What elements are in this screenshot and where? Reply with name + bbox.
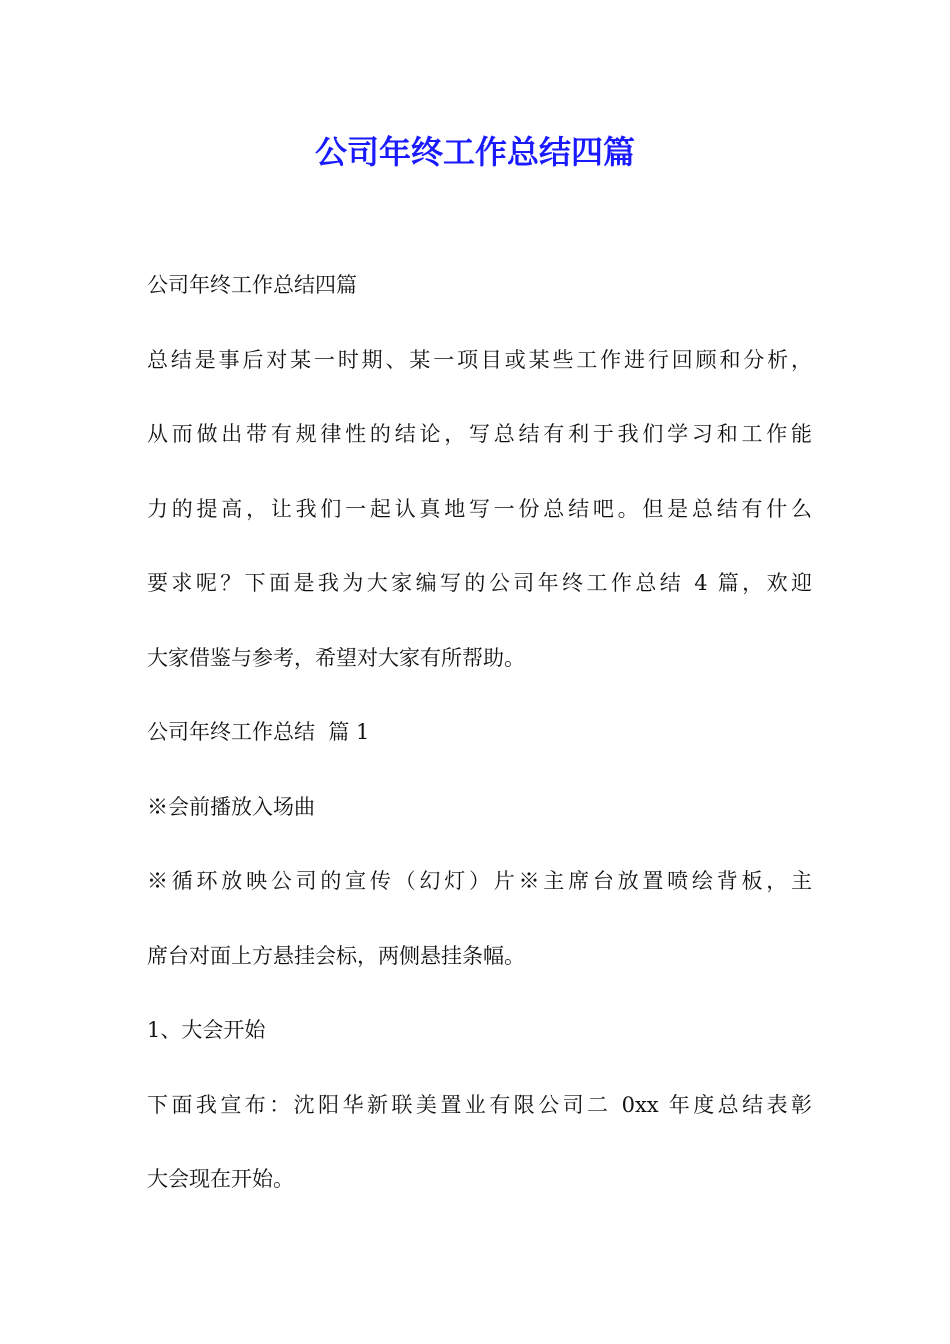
paragraph-line: 大家借鉴与参考，希望对大家有所帮助。 (147, 645, 525, 670)
paragraph-line: 大会现在开始。 (147, 1167, 294, 1191)
paragraph-line: 1、大会开始 (147, 1018, 266, 1042)
paragraph-line: ※会前播放入场曲 (147, 794, 315, 819)
document-title: 公司年终工作总结四篇 (314, 133, 635, 171)
paragraph-line: 下面我宣布：沈阳华新联美置业有限公司二 0xx 年度总结表彰 (147, 1092, 812, 1117)
section-heading: 公司年终工作总结 篇 1 (147, 720, 370, 744)
paragraph-line: 席台对面上方悬挂会标，两侧悬挂条幅。 (147, 943, 525, 968)
paragraph-line: 力的提高，让我们一起认真地写一份总结吧。但是总结有什么 (147, 496, 812, 521)
paragraph-line: 从而做出带有规律性的结论，写总结有利于我们学习和工作能 (147, 422, 812, 446)
paragraph-line: ※循环放映公司的宣传（幻灯）片※主席台放置喷绘背板，主 (147, 869, 812, 893)
paragraph-line: 总结是事后对某一时期、某一项目或某些工作进行回顾和分析， (147, 347, 812, 372)
subtitle-line: 公司年终工作总结四篇 (147, 273, 357, 297)
document-body (147, 263, 812, 1232)
paragraph-line: 要求呢？下面是我为大家编写的公司年终工作总结 4 篇，欢迎 (147, 571, 812, 595)
